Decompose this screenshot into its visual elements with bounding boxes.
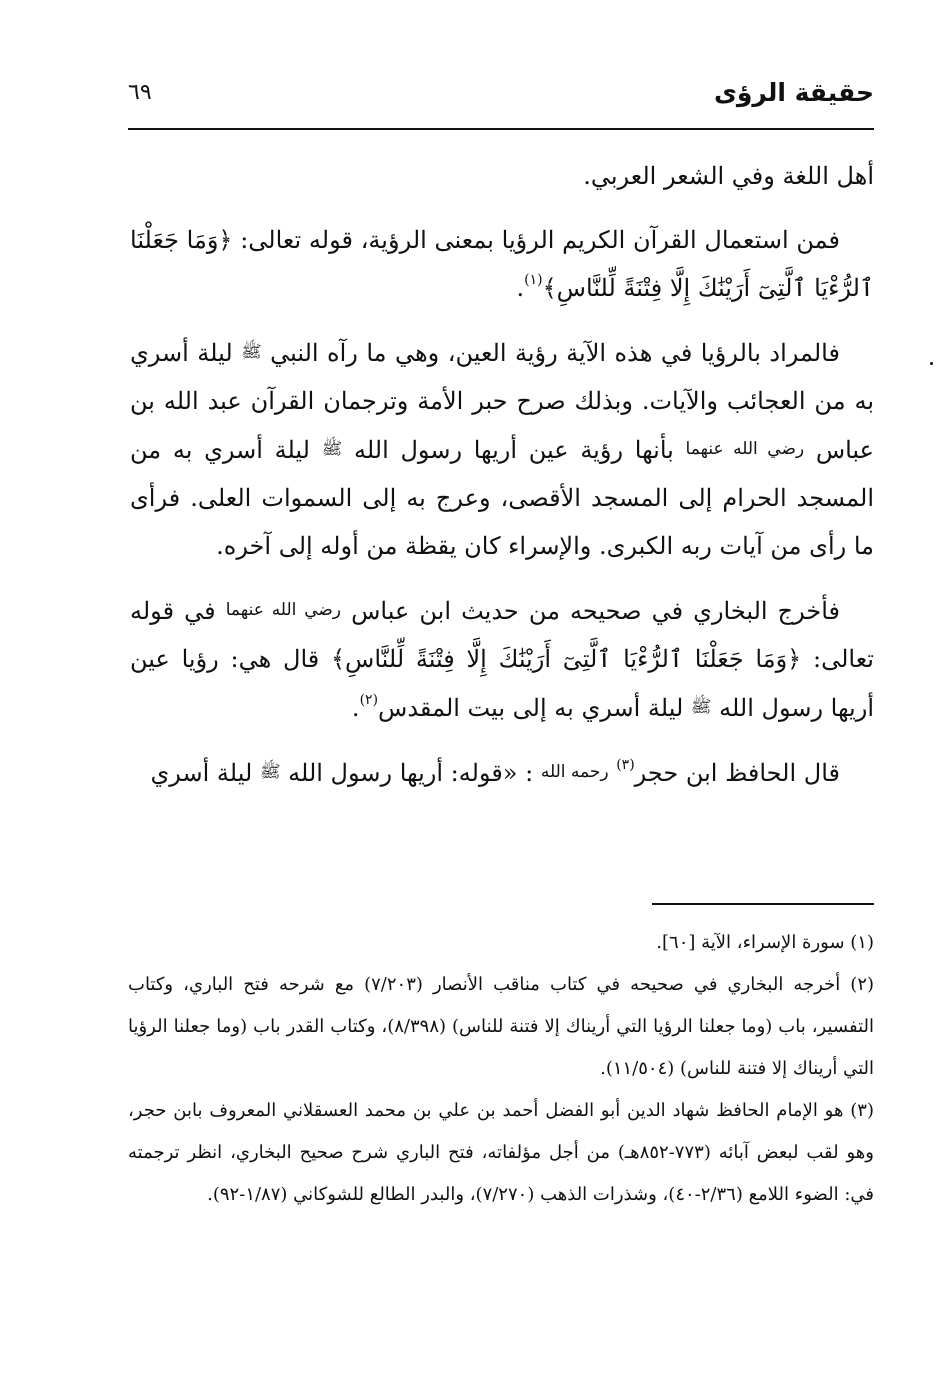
paragraph-2-text: فمن استعمال القرآن الكريم الرؤيا بمعنى الرؤية، قوله تعالى: — [240, 226, 840, 254]
paragraph-5-text-b: : «قوله: أريها رسول الله — [288, 759, 534, 787]
paragraph-3 — [130, 328, 874, 570]
footnote-3: (٣) هو الإمام الحافظ شهاد الدين أبو الفضل أحمد بن علي بن محمد العسقلاني المعروف بابن حجر، وهو لقب لبعض آبائه (٧٧٣-٨٥٢هـ) من أجل مؤلفاته، فتح الباري شرح صحيح البخاري، انظر ترجمته في: الضوء اللامع (٢/٣٦-٤٠)، وشذرات الذهب (٧/٢٧٠)، والبدر الطالع للشوكاني (١/٨٧-٩٢). — [128, 1100, 874, 1205]
honorific-ra: رضي الله عنهما — [685, 439, 805, 459]
footnote-ref-2: (٢) — [359, 692, 379, 708]
paragraph-5-text-c: ليلة أسري — [150, 759, 253, 787]
footnote-ref-3: (٣) — [616, 757, 635, 773]
paragraph-4-text-a: فأخرج البخاري في صحيحه من حديث ابن عباس — [351, 597, 841, 625]
main-text — [130, 152, 874, 813]
footnote-ref-1: (١) — [524, 272, 543, 288]
paragraph-3-text-b: ليلة أسري به من العجائب والآيات. وبذلك صرح حبر الأمة وترجمان القرآن عبد الله بن عباس — [130, 339, 874, 464]
honorific-saw: ﷺ — [241, 342, 262, 362]
footnote-rule — [652, 903, 874, 905]
paragraph-4-text-c: قال هي: رؤيا عين أريها رسول الله — [130, 645, 874, 722]
honorific-ra-2: رضي الله عنهما — [225, 600, 342, 620]
paragraph-3-text-c: بأنها رؤية عين أريها رسول الله — [353, 436, 674, 464]
paragraph-4-text-b: في قوله تعالى: — [130, 597, 874, 673]
page-header — [128, 78, 874, 118]
running-title: حقيقة الرؤى — [713, 78, 874, 107]
footnote-1: (١) سورة الإسراء، الآية [٦٠]. — [656, 932, 874, 953]
paragraph-3-text-d: ليلة أسري به من المسجد الحرام إلى المسجد الأقصى، وعرج به إلى السموات العلى. فرأى ما رأى من آيات ربه الكبرى. والإسراء كان يقظة من أوله إلى آخره. — [130, 436, 874, 560]
footnote-2: (٢) أخرجه البخاري في صحيحه في كتاب مناقب الأنصار (٧/٢٠٣) مع شرحه فتح الباري، وكتاب التفسير، باب (وما جعلنا الرؤيا التي أريناك إلا فتنة للناس) (٨/٣٩٨)، وكتاب القدر باب (وما جعلنا الرؤيا التي أريناك إلا فتنة للناس) (١١/٥٠٤). — [128, 974, 875, 1079]
paragraph-5-text-a: قال الحافظ ابن حجر — [634, 759, 840, 787]
quran-verse-2: ﴿وَمَا جَعَلْنَا ٱلرُّءْيَا ٱلَّتِىٓ أَرَيْنَٰكَ إِلَّا فِتْنَةً لِّلنَّاسِ﴾ — [330, 645, 802, 673]
paragraph-3-text-a: فالمراد بالرؤيا في هذه الآية رؤية العين، وهي ما رآه النبي — [270, 339, 840, 367]
honorific-saw-4: ﷺ — [259, 762, 281, 782]
paragraph-4: فأخرج البخاري في صحيحه من حديث ابن عباس رضي الله عنهما في قوله تعالى: ﴿وَمَا جَعَلْنَا ٱلرُّءْيَا ٱلَّتِىٓ أَرَيْنَٰكَ إِلَّا فِتْنَةً لِّلنَّاسِ﴾ قال هي: رؤيا عين أريها رسول الله ﷺ ليلة أسري به إلى بيت المقدس$^{(٢)}$. — [130, 597, 874, 722]
margin-dot — [930, 362, 933, 365]
honorific-rh: رحمه الله — [540, 762, 609, 782]
footnotes — [128, 922, 874, 1216]
paragraph-2: فمن استعمال القرآن الكريم الرؤيا بمعنى الرؤية، قوله تعالى: ﴿وَمَا جَعَلْنَا ٱلرُّءْيَا ٱلَّتِىٓ أَرَيْنَٰكَ إِلَّا فِتْنَةً لِّلنَّاسِ﴾$^{(١)}$. — [130, 226, 874, 302]
paragraph-1 — [130, 152, 874, 200]
paragraph-1-text: أهل اللغة وفي الشعر العربي. — [583, 162, 874, 190]
honorific-saw-2: ﷺ — [321, 439, 343, 459]
page-number: ٦٩ — [128, 80, 152, 105]
paragraph-5 — [130, 748, 874, 797]
header-rule — [128, 128, 874, 130]
paragraph-4-text-d: ليلة أسري به إلى بيت المقدس — [378, 694, 684, 722]
quran-verse: ﴿وَمَا جَعَلْنَا ٱلرُّءْيَا ٱلَّتِىٓ أَرَيْنَٰكَ إِلَّا فِتْنَةً لِّلنَّاسِ﴾ — [130, 226, 874, 302]
honorific-saw-3: ﷺ — [690, 697, 712, 717]
